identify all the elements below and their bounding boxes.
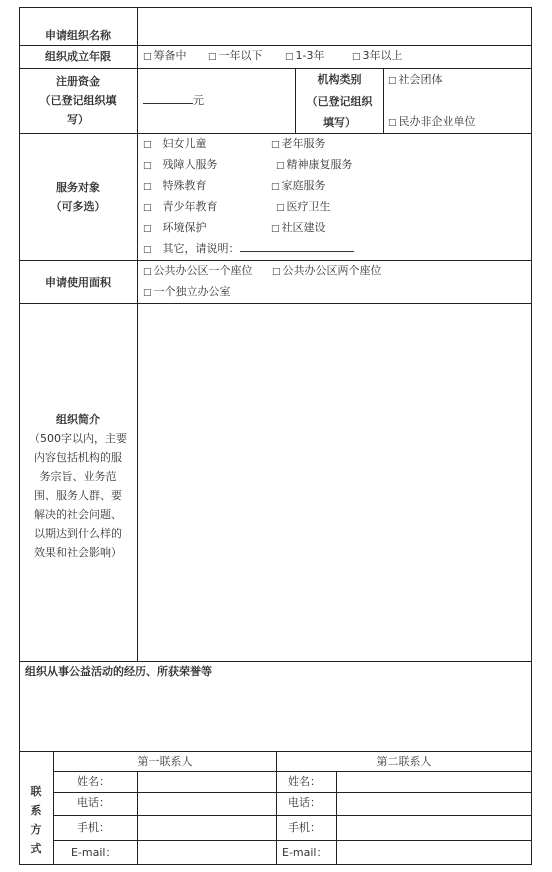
org-name-field[interactable] bbox=[138, 8, 531, 45]
intro-field[interactable] bbox=[138, 304, 531, 661]
row-divider bbox=[19, 45, 532, 46]
org-years-label: 组织成立年限 bbox=[45, 50, 111, 63]
first-contact-mobile-label: 手机： bbox=[77, 821, 110, 834]
years-option-one-to-three[interactable]: □ 1-3年 bbox=[285, 46, 324, 67]
second-contact-mobile-label: 手机： bbox=[288, 821, 321, 834]
service-option-medical[interactable]: □ 医疗卫生 bbox=[276, 197, 331, 218]
first-contact-phone-label: 电话： bbox=[77, 796, 110, 809]
intro-desc-line: 务宗旨、业务范 bbox=[39, 470, 117, 483]
org-type-option-private[interactable]: □ 民办非企业单位 bbox=[388, 112, 476, 133]
service-option-disability[interactable]: □ 残障人服务 bbox=[143, 158, 218, 171]
service-option-community[interactable]: □ 社区建设 bbox=[271, 218, 326, 239]
service-option-other[interactable]: □ 其它，请说明： bbox=[143, 239, 354, 260]
second-contact-email-label: E-mail： bbox=[282, 846, 328, 859]
contact-label-char: 联 bbox=[30, 785, 42, 798]
years-option-over-three[interactable]: □ 3年以上 bbox=[352, 46, 403, 67]
area-option-one-seat[interactable]: □ 公共办公区一个座位 bbox=[143, 261, 253, 282]
org-type-label-note: （已登记组织 bbox=[306, 95, 373, 108]
first-contact-name-label: 姓名： bbox=[77, 775, 110, 788]
org-type-option-social[interactable]: □ 社会团体 bbox=[388, 70, 443, 91]
service-option-youth-education[interactable]: □ 青少年教育 bbox=[143, 200, 218, 213]
capital-field[interactable] bbox=[143, 91, 204, 111]
first-contact-email-label: E-mail： bbox=[71, 846, 117, 859]
service-option-women-children[interactable]: □ 妇女儿童 bbox=[143, 137, 207, 150]
intro-desc-line: 解决的社会问题、 bbox=[34, 508, 122, 521]
col-divider bbox=[383, 68, 384, 134]
years-option-preparing[interactable]: □ 筹备中 bbox=[143, 46, 187, 67]
area-option-two-seats[interactable]: □ 公共办公区两个座位 bbox=[272, 261, 382, 282]
second-contact-name-label: 姓名： bbox=[288, 775, 321, 788]
second-contact-phone-field[interactable] bbox=[337, 793, 531, 815]
table-border-right bbox=[531, 7, 532, 865]
years-option-under-one[interactable]: □ 一年以下 bbox=[208, 46, 263, 67]
capital-label: 注册资金 bbox=[56, 75, 100, 88]
row-divider bbox=[19, 68, 532, 69]
service-option-environment[interactable]: □ 环境保护 bbox=[143, 221, 207, 234]
service-label: 服务对象 bbox=[56, 181, 100, 194]
first-contact-name-field[interactable] bbox=[138, 772, 276, 792]
service-option-special-education[interactable]: □ 特殊教育 bbox=[143, 179, 207, 192]
service-option-family[interactable]: □ 家庭服务 bbox=[271, 176, 326, 197]
history-field[interactable] bbox=[20, 684, 531, 751]
second-contact-name-field[interactable] bbox=[337, 772, 531, 792]
contact-label-char: 系 bbox=[30, 804, 42, 817]
second-contact-email-field[interactable] bbox=[337, 841, 531, 864]
area-option-office[interactable]: □ 一个独立办公室 bbox=[143, 282, 231, 303]
service-option-elderly[interactable]: □ 老年服务 bbox=[271, 134, 326, 155]
intro-desc-line: 以期达到什么样的 bbox=[34, 527, 122, 540]
contact-label-char: 式 bbox=[30, 842, 42, 855]
intro-desc-line: 围、服务人群、要 bbox=[34, 489, 122, 502]
contact-label-char: 方 bbox=[30, 823, 42, 836]
second-contact-mobile-field[interactable] bbox=[337, 816, 531, 840]
org-type-label-note-end: 填写） bbox=[323, 116, 356, 129]
service-label-note: （可多选） bbox=[50, 200, 106, 213]
intro-desc-line: 内容包括机构的服 bbox=[34, 451, 122, 464]
intro-desc-line: 效果和社会影响） bbox=[34, 546, 122, 559]
first-contact-phone-field[interactable] bbox=[138, 793, 276, 815]
capital-unit: 元 bbox=[193, 94, 204, 107]
org-name-label: 申请组织名称 bbox=[45, 29, 111, 42]
intro-desc-line: （500字以内，主要 bbox=[29, 432, 127, 445]
first-contact-email-field[interactable] bbox=[138, 841, 276, 864]
second-contact-header: 第二联系人 bbox=[376, 755, 432, 768]
area-label: 申请使用面积 bbox=[45, 276, 111, 289]
capital-label-note-end: 写） bbox=[67, 113, 89, 126]
second-contact-phone-label: 电话： bbox=[288, 796, 321, 809]
intro-title: 组织简介 bbox=[56, 413, 100, 426]
service-option-mental-health[interactable]: □ 精神康复服务 bbox=[276, 155, 353, 176]
first-contact-mobile-field[interactable] bbox=[138, 816, 276, 840]
first-contact-header: 第一联系人 bbox=[137, 755, 193, 768]
org-type-label: 机构类别 bbox=[317, 73, 362, 86]
history-label: 组织从事公益活动的经历、所获荣誉等 bbox=[25, 665, 212, 678]
capital-label-note: （已登记组织填 bbox=[39, 94, 117, 107]
